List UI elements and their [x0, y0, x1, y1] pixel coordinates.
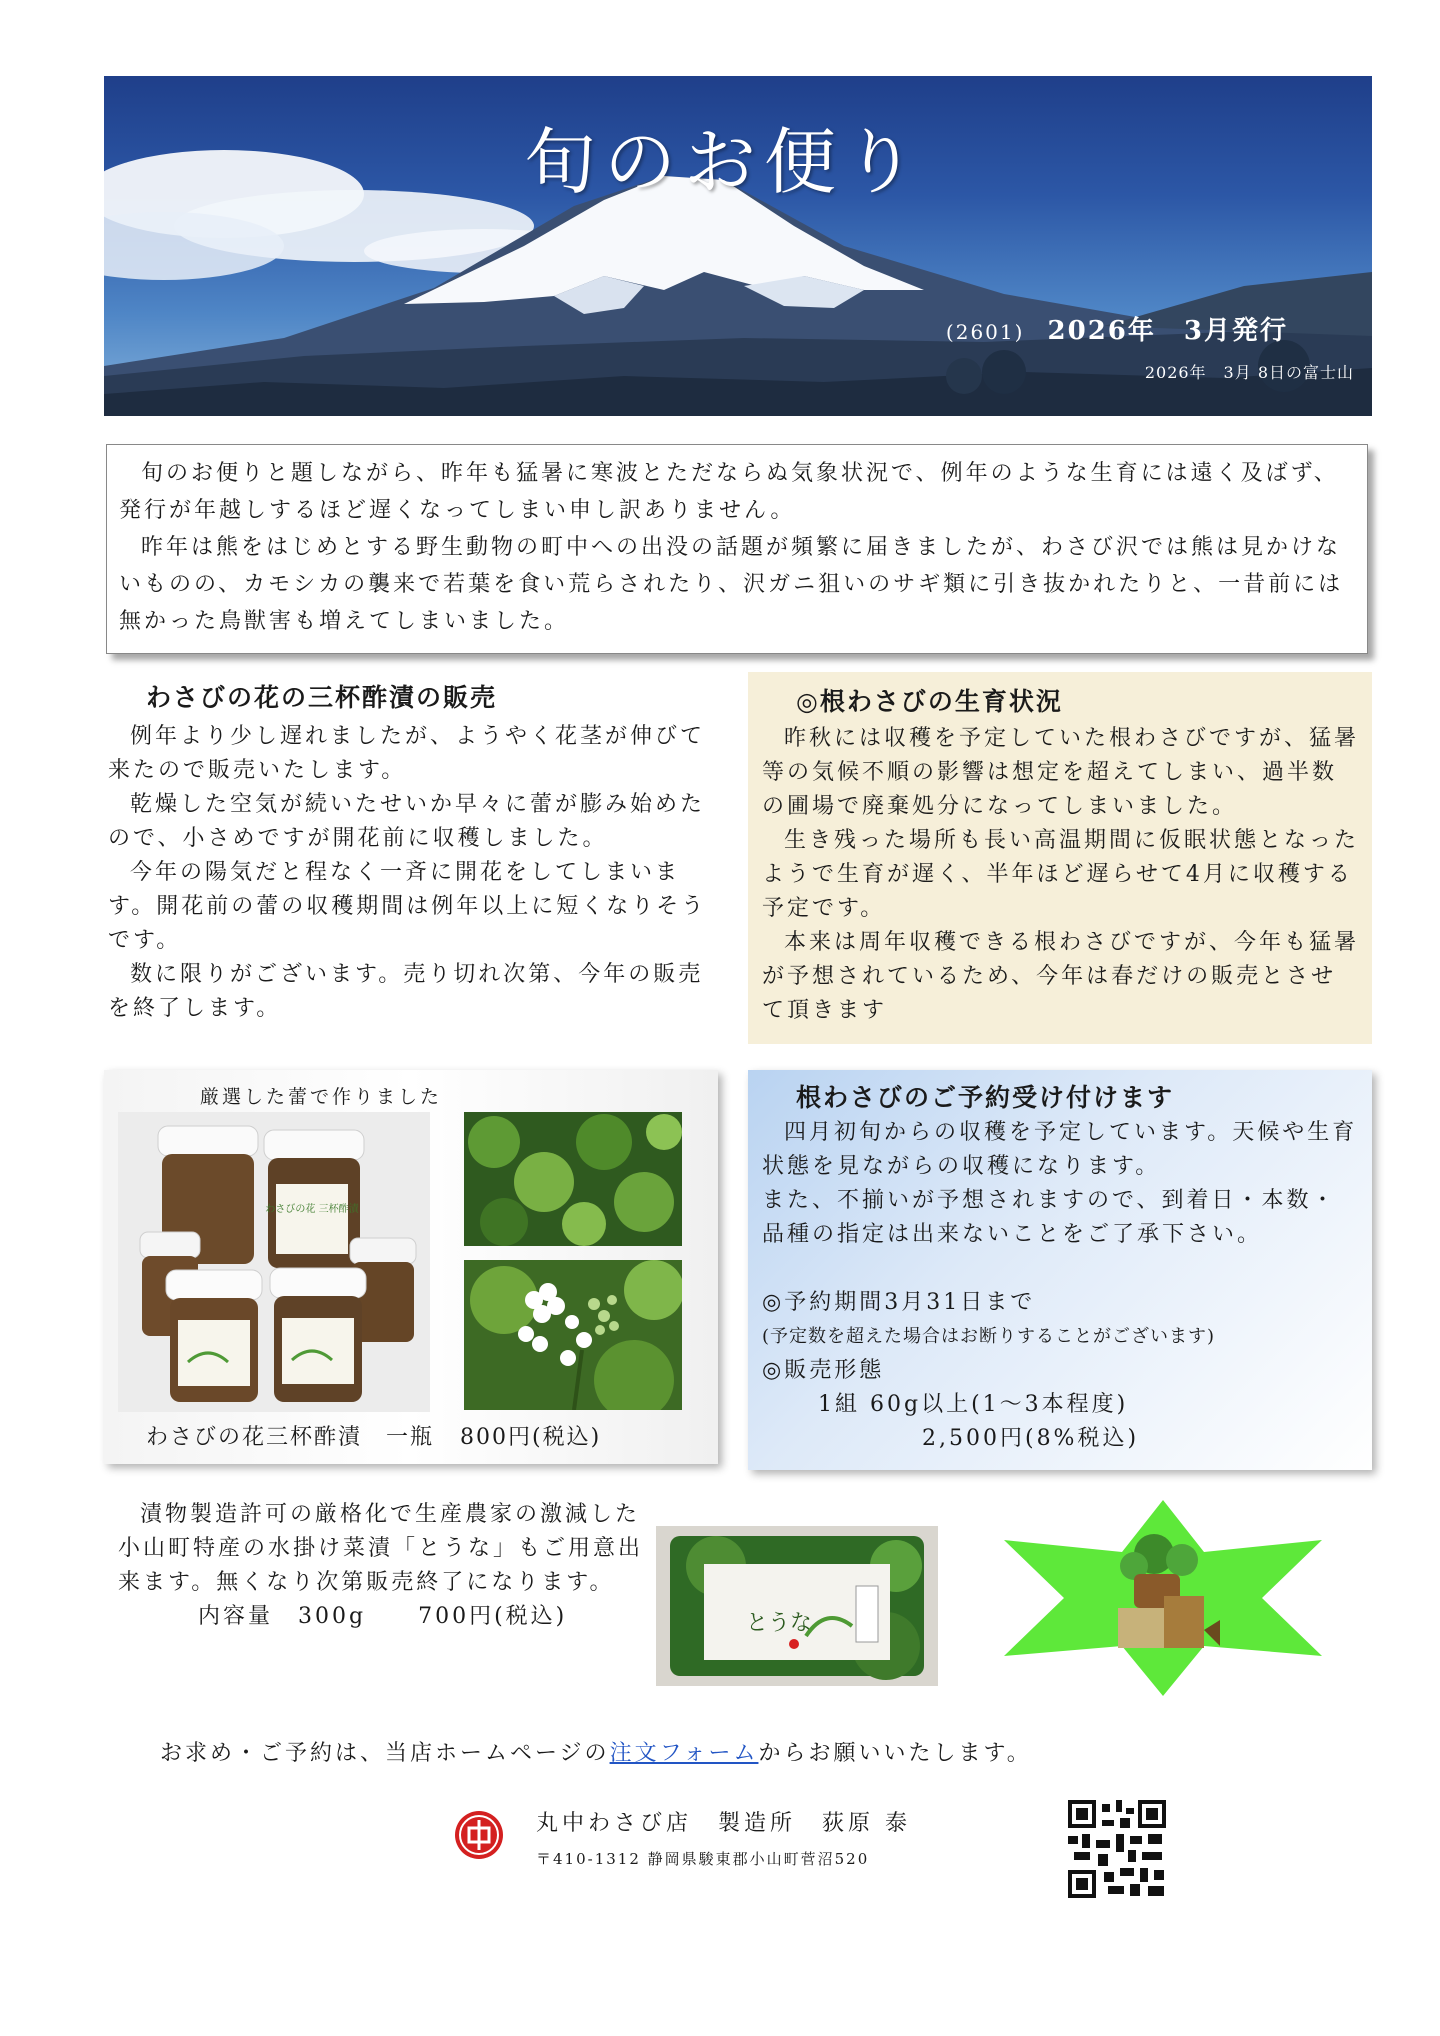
qr-code-icon[interactable]	[1068, 1800, 1166, 1898]
section-title: わさびの花の三杯酢漬の販売	[146, 683, 498, 712]
reservation-period: ◎予約期間3月31日まで	[762, 1290, 1036, 1315]
intro-paragraph: 旬のお便りと題しながら、昨年も猛暑に寒波とただならぬ気象状況で、例年のような生育には遠く及ばず、発行が年越しするほど遅くなってしまい申し訳ありません。	[119, 461, 1339, 523]
page-title: 旬のお便り	[524, 120, 925, 204]
order-instruction	[160, 1736, 1032, 1767]
issue-number: (2601)	[945, 320, 1025, 344]
section-paragraph: 昨秋には収穫を予定していた根わさびですが、猛暑等の気候不順の影響は想定を超えてしまい、過半数の圃場で廃棄処分になってしまいました。	[762, 726, 1360, 819]
section-paragraph: 本来は周年収穫できる根わさびですが、今年も猛暑が予想されているため、今年は春だけの販売とさせて頂きます	[762, 930, 1360, 1023]
photo-caption: 2026年 3月 8日の富士山	[1144, 363, 1354, 382]
flower-pickle-section	[108, 678, 718, 1026]
product-caption	[146, 1420, 601, 1451]
product-photo-panel	[104, 1070, 718, 1464]
tona-package-label: とうな	[746, 1611, 813, 1636]
reservation-paragraph: 四月初旬からの収穫を予定しています。天候や生育状態を見ながらの収穫になります。	[762, 1120, 1358, 1179]
photo-caption-top: 厳選した蕾で作りました	[200, 1086, 443, 1108]
tona-description: 漬物製造許可の厳格化で生産農家の激減した小山町特産の水掛け菜漬「とうな」もご用意出来ます。無くなり次第販売終了になります。	[118, 1502, 644, 1595]
issue-date: 2026年 3月発行	[1047, 316, 1288, 346]
section-paragraph: 乾燥した空気が続いたせいか早々に蕾が膨み始めたので、小さめですが開花前に収穫しました。	[108, 792, 706, 851]
reservation-period-note: (予定数を超えた場合はお断りすることがございます)	[762, 1326, 1216, 1347]
order-form-link[interactable]: 注文フォーム	[609, 1741, 759, 1766]
order-suffix: からお願いいたします。	[758, 1741, 1032, 1766]
tona-package-photo	[656, 1526, 938, 1686]
sales-form-label: ◎販売形態	[762, 1358, 885, 1383]
reservation-paragraph: また、不揃いが予想されますので、到着日・本数・品種の指定は出来ないことをご了承下さい。	[762, 1188, 1337, 1247]
section-paragraph: 今年の陽気だと程なく一斉に開花をしてしまいます。開花前の蕾の収穫期間は例年以上に短くなりそうです。	[108, 860, 707, 953]
section-title: ◎根わさびの生育状況	[796, 687, 1063, 716]
tona-section	[118, 1498, 658, 1634]
tona-spec	[118, 1600, 658, 1634]
product-price: 800円(税込)	[460, 1425, 602, 1450]
tona-quantity: 内容量 300g	[198, 1604, 367, 1629]
shop-address: 〒410-1312 静岡県駿東郡小山町菅沼520	[536, 1850, 870, 1868]
pickle-jars-photo	[118, 1112, 430, 1412]
wasabi-flowers-photo	[464, 1260, 682, 1410]
header-banner	[104, 76, 1372, 416]
sales-form-detail: 1組 60g以上(1〜3本程度)	[818, 1392, 1129, 1417]
section-title: 根わさびのご予約受け付けます	[796, 1083, 1175, 1112]
intro-paragraph: 昨年は熊をはじめとする野生動物の町中への出没の話題が頻繁に届きましたが、わさび沢では熊は見かけないものの、カモシカの襲来で若葉を食い荒らされたり、沢ガニ狙いのサギ類に引き抜かれたりと、一昔前には無かった鳥獣害も増えてしまいました。	[119, 535, 1344, 634]
wasabi-character-logo-icon	[1004, 1500, 1322, 1696]
section-paragraph: 例年より少し遅れましたが、ようやく花茎が伸びて来たので販売いたします。	[108, 724, 706, 783]
shop-name: 丸中わさび店 製造所 荻原 泰	[536, 1811, 911, 1836]
order-prefix: お求め・ご予約は、当店ホームページの	[160, 1741, 610, 1766]
reservation-box	[748, 1070, 1372, 1470]
intro-box	[106, 444, 1368, 654]
maru-naka-logo-icon	[454, 1810, 504, 1860]
product-name: わさびの花三杯酢漬 一瓶	[146, 1425, 435, 1450]
wasabi-leaves-photo	[464, 1112, 682, 1246]
section-paragraph: 数に限りがございます。売り切れ次第、今年の販売を終了します。	[108, 962, 704, 1021]
issue-info	[946, 310, 1288, 347]
tona-price: 700円(税込)	[418, 1604, 568, 1629]
sales-form-price: 2,500円(8%税込)	[922, 1426, 1140, 1451]
section-paragraph: 生き残った場所も長い高温期間に仮眠状態となったようで生育が遅く、半年ほど遅らせて4月に収穫する予定です。	[762, 828, 1360, 921]
jar-label: わさびの花 三杯酢漬	[265, 1204, 359, 1215]
root-wasabi-section	[748, 672, 1372, 1044]
